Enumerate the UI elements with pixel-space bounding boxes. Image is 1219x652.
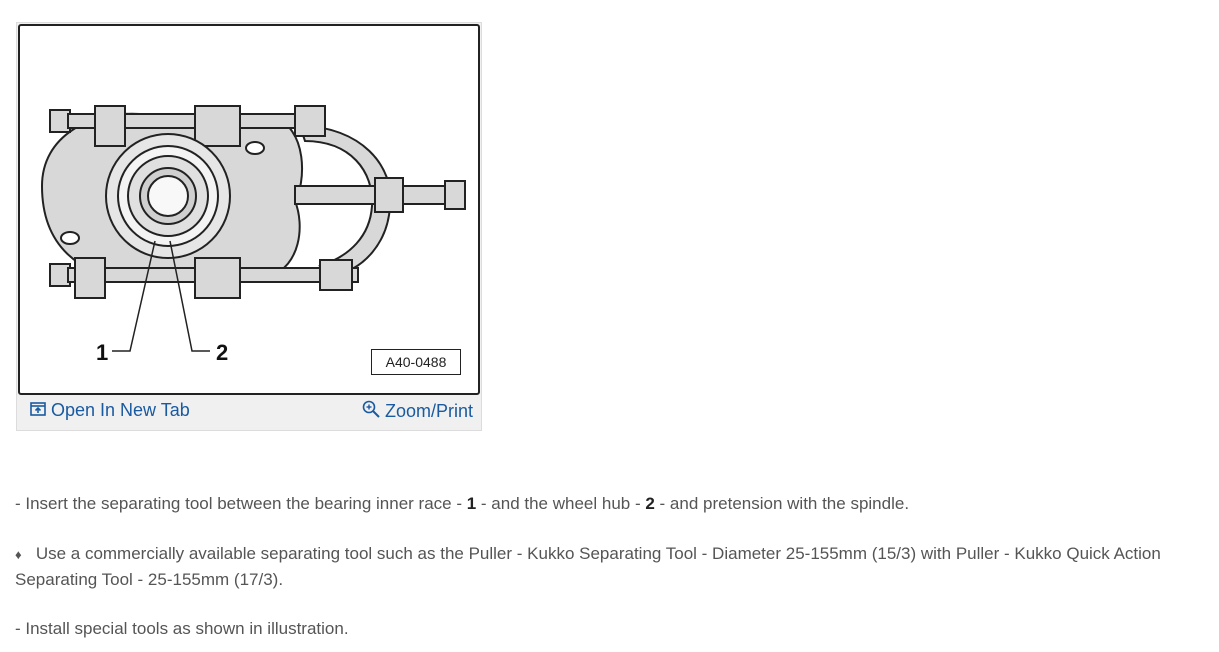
zoom-print-label: Zoom/Print	[384, 401, 473, 421]
step-insert-separating-tool: - Insert the separating tool between the bearing inner race - 1 - and the wheel hub - 2 - and pretension with the spindle.	[15, 494, 910, 513]
step-install-special-tools: - Install special tools as shown in illustration.	[15, 619, 349, 638]
figure-card	[16, 22, 482, 431]
open-in-new-tab-link[interactable]	[30, 400, 190, 421]
zoom-magnifier-icon	[362, 400, 380, 423]
ref-1: 1	[466, 494, 477, 513]
note-commercial-tool: ♦ Use a commercially available separating tool such as the Puller - Kukko Separating Tool - Diameter 25-155mm (15/3) with Puller - Kukko Quick Action Separating Tool - 25-155mm (17/3).	[15, 544, 1161, 589]
open-in-new-tab-label: Open In New Tab	[51, 400, 190, 420]
image-code-label: A40-0488	[371, 349, 461, 375]
callout-2: 2	[216, 340, 229, 365]
ref-2: 2	[645, 494, 655, 513]
illustration-frame	[18, 24, 480, 395]
zoom-print-link[interactable]	[362, 400, 473, 423]
separating-tool-illustration	[20, 26, 478, 393]
diamond-bullet-icon: ♦	[15, 547, 22, 562]
open-new-tab-icon	[30, 400, 46, 421]
callout-1: 1	[96, 340, 109, 365]
